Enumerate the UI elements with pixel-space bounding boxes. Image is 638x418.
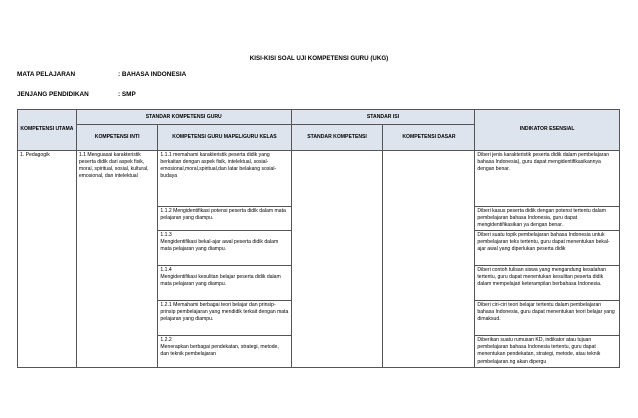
kompetensi-dasar-cell <box>383 151 475 368</box>
indikator-cell: Diberikan suatu rumusan KD, indikator atau tujuan pembelajaran bahasa Indonesia tertentu, guru dapat menentukan pendekatan, strategi, metode, atau teknik pembelajaran.ng akan dipergu <box>475 336 620 367</box>
header-indikator-esensial: INDIKATOR ESENSIAL <box>475 110 620 151</box>
jenjang-pendidikan-value: : SMP <box>118 91 136 98</box>
indikator-cell: Diberi jenis karakteristik peserta didik dalam pembelajaran bahasa Indonesia), guru dapat mengidentifikasikannya dengan benar. <box>475 151 620 207</box>
header-kompetensi-dasar: KOMPETENSI DASAR <box>383 125 475 151</box>
kompetensi-guru-cell: 1.2.2 Menerapkan berbagai pendekatan, strategi, metode, dan teknik pembelajaran <box>158 336 291 367</box>
header-kompetensi-guru-mapel: KOMPETENSI GURU MAPEL/GURU KELAS <box>158 125 291 151</box>
kisi-kisi-table <box>17 109 620 368</box>
header-standar-kompetensi: STANDAR KOMPETENSI <box>291 125 383 151</box>
indikator-cell: Diberi contoh tulisan siswa yang mengandung kesalahan tertentu, guru dapat menentukan kesulitan peserta didik dalam mempelajari keterampilan berbahasa Indonesia. <box>475 266 620 301</box>
kompetensi-guru-cell: 1.1.2 Mengidentifikasi potensi peserta didik dalam mata pelajaran yang diampu. <box>158 207 291 231</box>
mata-pelajaran-value: : BAHASA INDONESIA <box>118 71 187 78</box>
indikator-cell: Diberi suatu topik pembelajaran bahasa Indonesia untuk pembelajaran teks tertentu, guru dapat menentukan bekal-ajar awal yang diperlukan peserta didik <box>475 231 620 266</box>
standar-kompetensi-cell <box>291 151 383 368</box>
kompetensi-utama-cell: 1. Pedagogik <box>18 151 77 368</box>
header-kompetensi-inti: KOMPETENSI INTI <box>76 125 158 151</box>
kompetensi-guru-cell: 1.1.4 Mengidentifikasi kesulitan belajar peserta didik dalam mata pelajaran yang diampu. <box>158 266 291 301</box>
document-title: KISI-KISI SOAL UJI KOMPETENSI GURU (UKG) <box>249 55 389 62</box>
header-standar-isi: STANDAR ISI <box>291 110 475 125</box>
indikator-cell: Diberi kasus peserta didik dengan potensi tertentu dalam pembelajaran bahasa Indonesia, guru dapat mengidentifikasikan ya dengan benar. <box>475 207 620 231</box>
kompetensi-guru-cell: 1.2.1 Memahami berbagai teori belajar dan prinsip-prinsip pembelajaran yang mendidik terkait dengan mata pelajaran yang diampu. <box>158 301 291 336</box>
kompetensi-guru-cell: 1.1.1 memahami karakteristik peserta didik yang berkaitan dengan aspek fisik, intelektual, sosial-emosional,moral,spiritual,dan latar belakang sosial-budaya <box>158 151 291 207</box>
mata-pelajaran-label: MATA PELAJARAN <box>17 71 76 78</box>
table-row <box>18 151 620 207</box>
header-standar-kompetensi-guru: STANDAR KOMPETENSI GURU <box>76 110 291 125</box>
jenjang-pendidikan-label: JENJANG PENDIDIKAN <box>17 91 89 98</box>
header-kompetensi-utama: KOMPETENSI UTAMA <box>18 110 77 151</box>
kompetensi-inti-cell: 1.1 Menguasai karakteristik peserta didik dari aspek fisik, moral, spiritual, sosial, kultural, emosional, dan intelektual <box>76 151 158 368</box>
kompetensi-guru-cell: 1.1.3 Mengidentifikasi bekal-ajar awal peserta didik dalam mata pelajaran yang diampu. <box>158 231 291 266</box>
indikator-cell: Diberi ciri-ciri teori belajar tertentu dalam pembelajaran bahasa Indonesia, guru dapat menentukan teori belajar yang dimaksud. <box>475 301 620 336</box>
